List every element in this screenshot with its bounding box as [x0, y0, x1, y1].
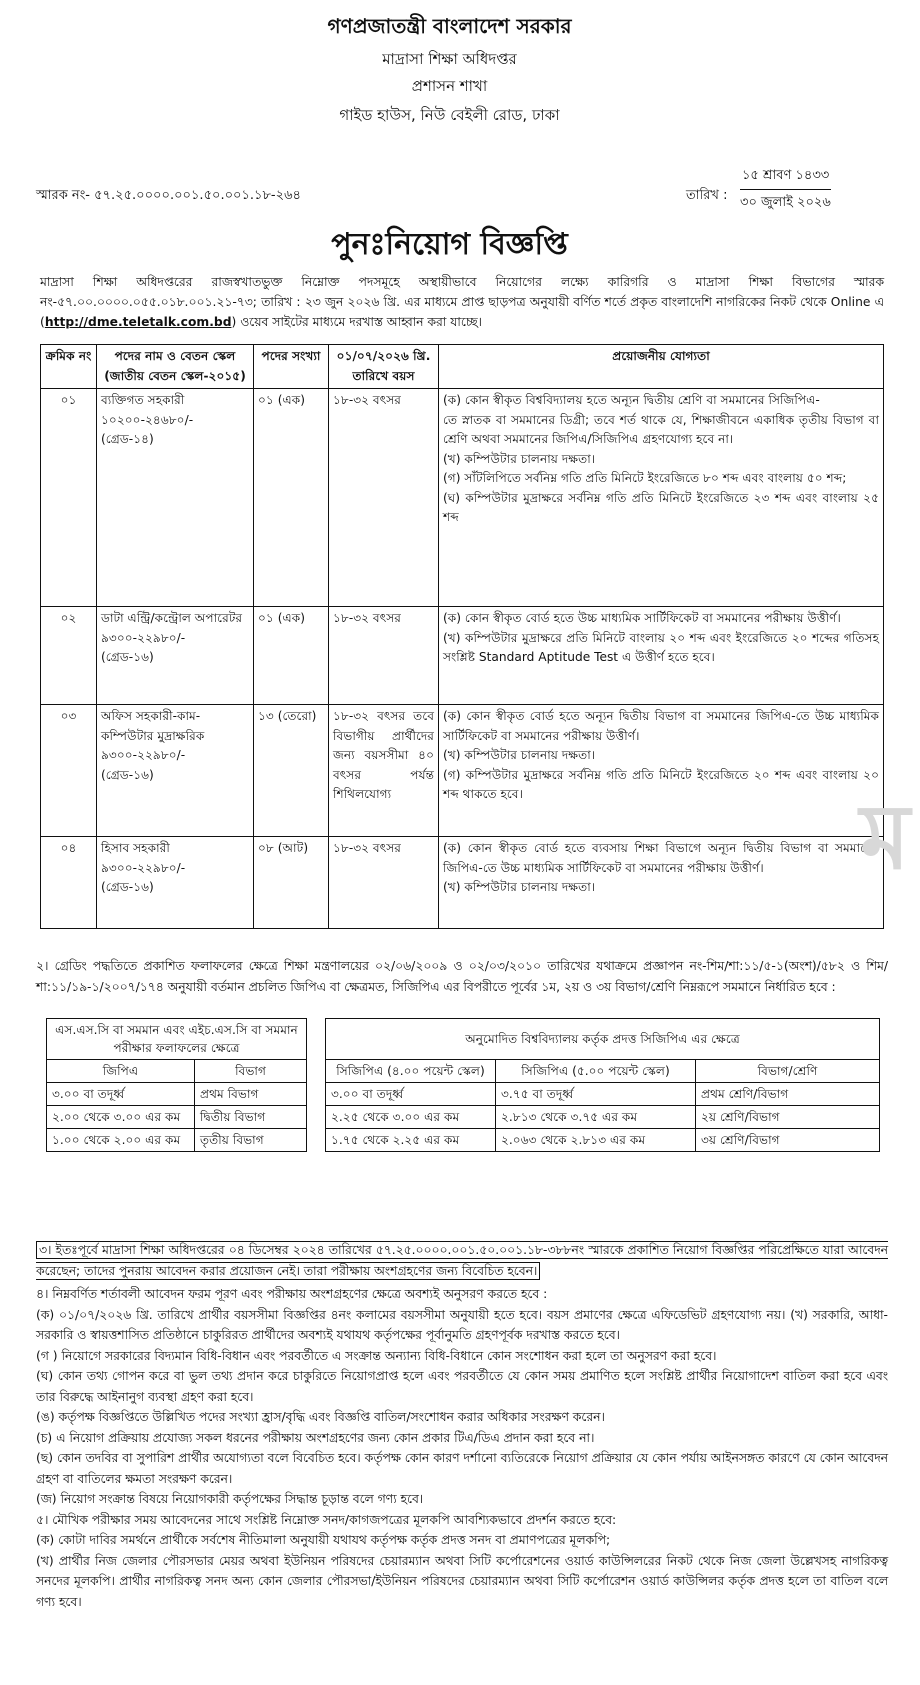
post-name: হিসাব সহকারী	[101, 841, 170, 855]
qual-item: (খ) কম্পিউটার চালনায় দক্ষতা।	[443, 880, 596, 894]
row-qualification	[439, 607, 884, 705]
qual-item: (ক) কোন স্বীকৃত বোর্ড হতে অন্যূন দ্বিতীয় বিভাগ বা সমমানের জিপিএ-তে উচ্চ মাধ্যমিক সার্টিফিকেট বা সমমানের পরীক্ষায় উত্তীর্ণ।	[443, 709, 879, 743]
row-serial: ০১	[41, 389, 97, 607]
cell: প্রথম বিভাগ	[195, 1083, 307, 1106]
qual-item: তে স্নাতক বা সমমানের ডিগ্রী; তবে শর্ত থাকে যে, শিক্ষাজীবনে একাধিক তৃতীয় বিভাগ বা শ্রেণি অথবা সমমানের জিপিএ/সিজিপিএ গ্রহণযোগ্য হবে না।	[443, 412, 879, 446]
table-row	[47, 1083, 880, 1106]
cell: তৃতীয় বিভাগ	[195, 1129, 307, 1152]
row-post	[97, 607, 254, 705]
cell: ১.০০ থেকে ২.০০ এর কম	[47, 1129, 195, 1152]
paragraph-5-intro: ৫। মৌখিক পরীক্ষার সময় আবেদনের সাথে সংশ্লিষ্ট নিম্নোক্ত সনদ/কাগজপত্রের মূলকপি আবশ্যিকভাবে প্রদর্শন করতে হবে:	[36, 1512, 617, 1527]
cell: ২য় শ্রেণি/বিভাগ	[696, 1106, 880, 1129]
post-grade: (গ্রেড-১৪)	[101, 432, 154, 446]
qual-item: (গ) কম্পিউটার মুদ্রাক্ষরে সর্বনিম্ন গতি প্রতি মিনিটে ইংরেজিতে ২০ শব্দ এবং বাংলায় ২০ শব্দ থাকতে হবে।	[443, 767, 879, 801]
cell: ২.২৫ থেকে ৩.০০ এর কম	[326, 1106, 496, 1129]
notice-title: পুনঃনিয়োগ বিজ্ঞপ্তি	[331, 227, 568, 262]
qual-item: (খ) কম্পিউটার চালনায় দক্ষতা।	[443, 748, 596, 762]
col-post: পদের নাম ও বেতন স্কেল (জাতীয় বেতন স্কেল-২০১৫)	[97, 345, 254, 389]
header-gpa: জিপিএ	[47, 1060, 195, 1083]
list-item: (জ) নিয়োগ সংক্রান্ত বিষয়ে নিয়োগকারী কর্তৃপক্ষের সিদ্ধান্ত চূড়ান্ত বলে গণ্য হবে।	[36, 1492, 424, 1506]
left-group-title: এস.এস.সি বা সমমান এবং এইচ.এস.সি বা সমমান পরীক্ষার ফলাফলের ক্ষেত্রে	[47, 1019, 307, 1060]
intro-text: মাদ্রাসা শিক্ষা অধিদপ্তরের রাজস্বখাতভুক্ত নিম্নোক্ত পদসমূহে অস্থায়ীভাবে নিয়োগের লক্ষ্যে কারিগরি ও মাদ্রাসা শিক্ষা বিভাগের স্মারক নং-৫৭.০০.০০০০.০৫৫.০১৮.০০১.২১-৭৩; তারিখ : ২৩ জুন ২০২৬ খ্রি. এর মাধ্যমে প্রাপ্ত ছাড়পত্র অনুযায়ী বর্ণিত শর্তে প্রকৃত বাংলাদেশি নাগরিকের নিকট থেকে	[40, 275, 884, 309]
table-row	[47, 1106, 880, 1129]
row-post	[97, 389, 254, 607]
qual-item: (ক) কোন স্বীকৃত বোর্ড হতে ব্যবসায় শিক্ষা বিভাগে অন্যূন দ্বিতীয় বিভাগ বা সমমানের জিপিএ-তে উচ্চ মাধ্যমিক সার্টিফিকেট বা সমমানের পরীক্ষায় উত্তীর্ণ।	[443, 841, 879, 875]
row-serial: ০৩	[41, 705, 97, 837]
row-age: ১৮-৩২ বৎসর তবে বিভাগীয় প্রার্থীদের জন্য বয়সসীমা ৪০ বৎসর পর্যন্ত শিথিলযোগ্য	[329, 705, 439, 837]
qual-item: (খ) কম্পিউটার চালনায় দক্ষতা।	[443, 451, 596, 466]
qual-item: (ক) কোন স্বীকৃত বিশ্ববিদ্যালয় হতে অন্যূন দ্বিতীয় শ্রেণি বা সমমানের সিজিপিএ-	[443, 393, 820, 407]
cell: প্রথম শ্রেণি/বিভাগ	[696, 1083, 880, 1106]
table-row	[47, 1129, 880, 1152]
row-count: ০১ (এক)	[254, 607, 329, 705]
row-count: ০১ (এক)	[254, 389, 329, 607]
intro-online: Online	[830, 295, 871, 309]
cell: দ্বিতীয় বিভাগ	[195, 1106, 307, 1129]
right-group-title: অনুমোদিত বিশ্ববিদ্যালয় কর্তৃক প্রদত্ত সিজিপিএ এর ক্ষেত্রে	[326, 1019, 880, 1060]
row-age: ১৮-৩২ বৎসর	[329, 389, 439, 607]
paragraph-3	[36, 1240, 888, 1281]
intro-tail: ) ওয়েব সাইটের মাধ্যমে দরখাস্ত আহ্বান করা যাচ্ছে।	[231, 315, 482, 329]
cell: ২.০০ থেকে ৩.০০ এর কম	[47, 1106, 195, 1129]
branch-name: প্রশাসন শাখা	[411, 77, 488, 95]
date-english: ৩০ জুলাই ২০২৬	[740, 195, 831, 210]
post-grade: (গ্রেড-১৬)	[101, 880, 154, 894]
list-item: (চ) এ নিয়োগ প্রক্রিয়ায় প্রযোজ্য সকল ধরনের পরীক্ষায় অংশগ্রহণের জন্য কোন প্রকার টিএ/ডিএ প্রদান করা হবে না।	[36, 1430, 595, 1445]
post-name: ডাটা এন্ট্রি/কন্ট্রোল অপারেটর ৯৩০০-২২৯৮০/-	[101, 611, 243, 645]
cell: ১.৭৫ থেকে ২.২৫ এর কম	[326, 1129, 496, 1152]
table-gap	[307, 1019, 326, 1152]
post-name: অফিস সহকারী-কাম-কম্পিউটার মুদ্রাক্ষরিক	[101, 709, 205, 743]
header-cgpa-4: সিজিপিএ (৪.০০ পয়েন্ট স্কেল)	[326, 1060, 496, 1083]
cell: ৩.৭৫ বা তদূর্ধ্ব	[496, 1083, 696, 1106]
list-item: (ক) ০১/০৭/২০২৬ খ্রি. তারিখে প্রার্থীর বয়সসীমা বিজ্ঞপ্তির ৪নং কলামের বয়সসীমা অনুযায়ী হতে হবে। বয়স প্রমাণের ক্ষেত্রে এফিডেভিট গ্রহণযোগ্য নয়। (খ) সরকারি, আধা-সরকারি ও স্বায়ত্তশাসিত প্রতিষ্ঠানে চাকুরিরত প্রার্থীদের অবশ্যই যথাযথ কর্তৃপক্ষের পূর্বানুমতি গ্রহণপূর্বক দরখাস্ত করতে হবে।	[36, 1307, 888, 1342]
row-qualification	[439, 837, 884, 929]
list-item: (ছ) কোন তদবির বা সুপারিশ প্রার্থীর অযোগ্যতা বলে বিবেচিত হবে। কর্তৃপক্ষ কোন কারণ দর্শানো ব্যতিরেকে নিয়োগ প্রক্রিয়ার যে কোন পর্যায় আইনসঙ্গত কারণে যে কোন আবেদন গ্রহণ বা বাতিলের ক্ষমতা সংরক্ষণ করেন।	[36, 1451, 888, 1486]
col-serial: ক্রমিক নং	[41, 345, 97, 389]
post-scale: ৯৩০০-২২৯৮০/-	[101, 748, 186, 762]
gpa-equivalence-table	[46, 1018, 880, 1152]
intro-mid: এ (	[40, 295, 884, 329]
header-class: বিভাগ/শ্রেণি	[696, 1060, 880, 1083]
row-qualification	[439, 705, 884, 837]
post-name: ব্যক্তিগত সহকারী	[101, 393, 185, 407]
row-serial: ০৪	[41, 837, 97, 929]
list-item: (ক) কোটা দাবির সমর্থনে প্রার্থীকে সর্বশেষ নীতিমালা অনুযায়ী যথাযথ কর্তৃপক্ষ কর্তৃক প্রদত্ত সনদ বা প্রমাণপত্রের মূলকপি;	[36, 1533, 611, 1547]
header-division: বিভাগ	[195, 1060, 307, 1083]
col-count: পদের সংখ্যা	[254, 345, 329, 389]
paragraph-4	[36, 1284, 888, 1612]
date-label: তারিখ :	[686, 188, 728, 203]
row-age: ১৮-৩২ বৎসর	[329, 607, 439, 705]
cell: ৩.০০ বা তদূর্ধ্ব	[326, 1083, 496, 1106]
list-item: (ঘ) কোন তথ্য গোপন করে বা ভুল তথ্য প্রদান করে চাকুরিতে নিয়োগপ্রাপ্ত হলে এবং পরবর্তীতে যে কোন সময় প্রমাণিত হলে সংশ্লিষ্ট প্রার্থীর নিয়োগাদেশ বাতিল করা হবে এবং তার বিরুদ্ধে আইনানুগ ব্যবস্থা গ্রহণ করা হবে।	[36, 1369, 888, 1404]
table-row	[41, 837, 884, 929]
table-row	[41, 607, 884, 705]
govt-title: গণপ্রজাতন্ত্রী বাংলাদেশ সরকার	[327, 14, 572, 38]
row-count: ১৩ (তেরো)	[254, 705, 329, 837]
row-age: ১৮-৩২ বৎসর	[329, 837, 439, 929]
cell: ৩য় শ্রেণি/বিভাগ	[696, 1129, 880, 1152]
list-item: (খ) প্রার্থীর নিজ জেলার পৌরসভার মেয়র অথবা ইউনিয়ন পরিষদের চেয়ারম্যান অথবা সিটি কর্পোরেশনের ওয়ার্ড কাউন্সিলরের নিকট থেকে নিজ জেলা উল্লেখসহ নাগরিকত্ব সনদের মূলকপি। প্রার্থীর নাগরিকত্ব সনদ অন্য কোন জেলার পৌরসভা/ইউনিয়ন পরিষদের চেয়ারম্যান অথবা সিটি কর্পোরেশন ওয়ার্ড কাউন্সিলর কর্তৃক প্রদত্ত হলে তা বাতিল বলে গণ্য হবে।	[36, 1553, 888, 1609]
header-cgpa-5: সিজিপিএ (৫.০০ পয়েন্ট স্কেল)	[496, 1060, 696, 1083]
posts-table	[40, 344, 884, 929]
qual-item: (গ) সাঁটলিপিতে সর্বনিম্ন গতি প্রতি মিনিটে ইংরেজিতে ৮০ শব্দ এবং বাংলায় ৫০ শব্দ;	[443, 471, 847, 485]
row-post	[97, 705, 254, 837]
post-scale: ১০২০০-২৪৬৮০/-	[101, 412, 194, 427]
gpa-table-titles	[47, 1019, 880, 1060]
qual-item: (ঘ) কম্পিউটার মুদ্রাক্ষরে সর্বনিম্ন গতি প্রতি মিনিটে ইংরেজিতে ২৩ শব্দ এবং বাংলায় ২৫ শব্দ	[443, 490, 879, 524]
post-grade: (গ্রেড-১৬)	[101, 650, 154, 664]
apply-link[interactable]: http://dme.teletalk.com.bd	[44, 315, 232, 329]
list-item: (গ ) নিয়োগে সরকারের বিদ্যমান বিধি-বিধান এবং পরবর্তীতে এ সংক্রান্ত অন্যান্য বিধি-বিধানে কোন সংশোধন করা হলে তা অনুসরণ করা হবে।	[36, 1348, 717, 1363]
dept-name: মাদ্রাসা শিক্ষা অধিদপ্তর	[382, 50, 517, 68]
posts-table-header	[41, 345, 884, 389]
date-bangla: ১৫ শ্রাবণ ১৪৩৩	[740, 166, 831, 190]
paragraph-2: ২। গ্রেডিং পদ্ধতিতে প্রকাশিত ফলাফলের ক্ষেত্রে শিক্ষা মন্ত্রণালয়ের ০২/০৬/২০০৯ ও ০২/০৩/২০১০ তারিখের যথাক্রমে প্রজ্ঞাপন নং-শিম/শা:১১/৫-১(অংশ)/৫৮২ ও শিম/শা:১১/১৯-১/২০০৭/১৭৪ অনুযায়ী বর্তমান প্রচলিত জিপিএ বা ক্ষেত্রমত, সিজিপিএ এর বিপরীতে পূর্বের ১ম, ২য় ও ৩য় বিভাগ/শ্রেণি নিম্নরূপে সমমানে নির্ধারিত হবে :	[36, 959, 888, 994]
col-age: ০১/০৭/২০২৬ খ্রি. তারিখে বয়স	[329, 345, 439, 389]
watermark-stamp: ম	[860, 785, 910, 890]
paragraph-4-intro: ৪। নিম্নবর্ণিত শর্তাবলী আবেদন ফরম পূরণ এবং পরীক্ষায় অংশগ্রহণের ক্ষেত্রে অবশ্যই অনুসরণ করতে হবে :	[36, 1287, 548, 1301]
cell: ২.০৬৩ থেকে ২.৮১৩ এর কম	[496, 1129, 696, 1152]
intro-paragraph	[40, 272, 884, 332]
row-serial: ০২	[41, 607, 97, 705]
gpa-table-headers	[47, 1060, 880, 1083]
office-address: গাইড হাউস, নিউ বেইলী রোড, ঢাকা	[339, 106, 560, 124]
cell: ২.৮১৩ থেকে ৩.৭৫ এর কম	[496, 1106, 696, 1129]
row-qualification	[439, 389, 884, 607]
date-block	[740, 166, 831, 214]
memo-number: স্মারক নং- ৫৭.২৫.০০০০.০০১.৫০.০০১.১৮-২৬৪	[36, 188, 301, 203]
qual-item: (ক) কোন স্বীকৃত বোর্ড হতে উচ্চ মাধ্যমিক সার্টিফিকেট বা সমমানের পরীক্ষায় উত্তীর্ণ।	[443, 611, 841, 625]
row-count: ০৮ (আট)	[254, 837, 329, 929]
row-post	[97, 837, 254, 929]
col-qualification: প্রয়োজনীয় যোগ্যতা	[439, 345, 884, 389]
post-grade: (গ্রেড-১৬)	[101, 767, 154, 782]
table-row	[41, 705, 884, 837]
cell: ৩.০০ বা তদূর্ধ্ব	[47, 1083, 195, 1106]
paragraph-3-text: ৩। ইতঃপূর্বে মাদ্রাসা শিক্ষা অধিদপ্তরের ০৪ ডিসেম্বর ২০২৪ তারিখের ৫৭.২৫.০০০০.০০১.৫০.০০১.১৮-৩৮৮নং স্মারকে প্রকাশিত নিয়োগ বিজ্ঞপ্তির পরিপ্রেক্ষিতে যারা আবেদন করেছেন; তাদের পুনরায় আবেদন করার প্রয়োজন নেই। তারা পরীক্ষায় অংশগ্রহণের জন্য বিবেচিত হবেন।	[36, 1243, 888, 1278]
qual-item: (খ) কম্পিউটার মুদ্রাক্ষরে প্রতি মিনিটে বাংলায় ২০ শব্দ এবং ইংরেজিতে ২০ শব্দের গতিসহ সংশ্লিষ্ট Standard Aptitude Test এ উত্তীর্ণ হতে হবে।	[443, 630, 879, 664]
post-scale: ৯৩০০-২২৯৮০/-	[101, 860, 186, 875]
list-item: (ঙ) কর্তৃপক্ষ বিজ্ঞপ্তিতে উল্লিখিত পদের সংখ্যা হ্রাস/বৃদ্ধি এবং বিজ্ঞপ্তি বাতিল/সংশোধন করার অধিকার সংরক্ষণ করেন।	[36, 1410, 605, 1424]
table-row	[41, 389, 884, 607]
